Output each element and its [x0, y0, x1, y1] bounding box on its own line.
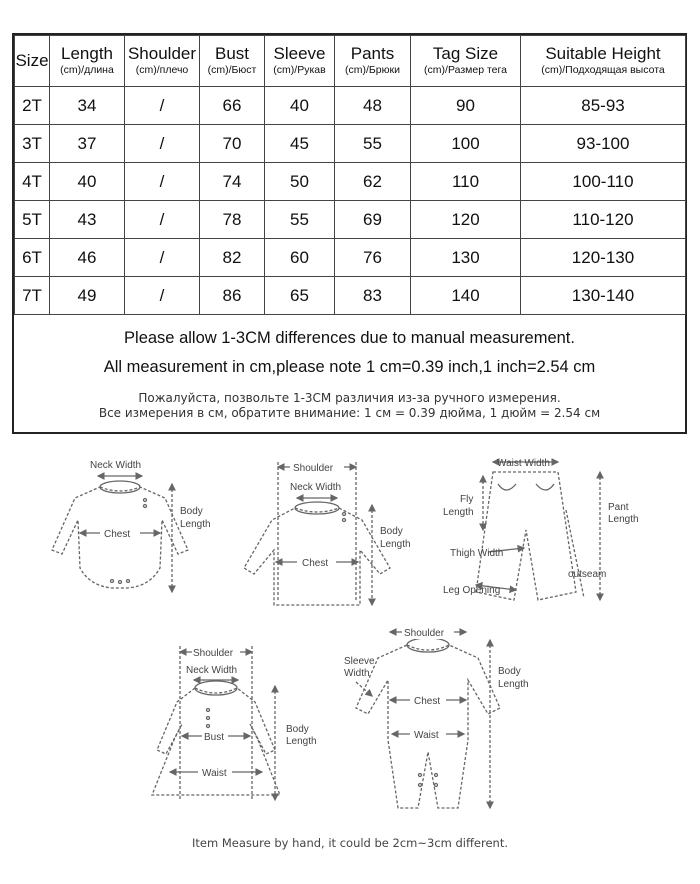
tshirt-length-label: Length: [380, 539, 411, 550]
table-row: [15, 277, 686, 315]
table-cell: 78: [200, 201, 265, 239]
pants-fly-label: Fly: [460, 494, 474, 505]
header-title: Sleeve: [273, 44, 326, 63]
table-cell: 120: [411, 201, 521, 239]
note-units: All measurement in cm,please note 1 cm=0.39 inch,1 inch=2.54 cm: [103, 358, 596, 376]
dress-body-label: Body: [286, 724, 309, 735]
header-title: Pants: [350, 44, 395, 63]
table-cell: 48: [335, 87, 411, 125]
table-cell: 40: [265, 87, 335, 125]
header-subtitle: (cm)/Рукав: [273, 64, 326, 76]
table-row: [15, 163, 686, 201]
header-cell: [15, 36, 50, 87]
table-cell: 55: [265, 201, 335, 239]
table-cell: 46: [50, 239, 125, 277]
dress-neck-label: Neck Width: [186, 665, 238, 676]
header-subtitle: (cm)/Бюст: [207, 64, 257, 76]
table-cell: 82: [200, 239, 265, 277]
header-title: Tag Size: [432, 44, 499, 63]
pants-diagram: [443, 458, 639, 600]
bodysuit-chest-label: Chest: [104, 529, 131, 540]
size-table: [14, 35, 686, 315]
bodysuit-diagram: [52, 460, 211, 592]
table-cell: 130-140: [521, 277, 686, 315]
size-chart-sheet: [12, 33, 687, 434]
tshirt-chest-label: Chest: [302, 558, 329, 569]
table-cell: 6T: [15, 239, 50, 277]
header-cell: [411, 36, 521, 87]
romper-body-label: Body: [498, 666, 521, 677]
table-cell: 140: [411, 277, 521, 315]
table-cell: 34: [50, 87, 125, 125]
table-cell: /: [125, 87, 200, 125]
romper-waist-label: Waist: [414, 730, 439, 741]
table-cell: 3T: [15, 125, 50, 163]
dress-bust-label: Bust: [204, 732, 225, 743]
tshirt-diagram: [244, 460, 411, 605]
pants-thigh-label: Thigh Width: [450, 548, 504, 559]
pants-leg-label: Leg Opening: [443, 585, 501, 596]
pants-length-label: Length: [608, 514, 639, 525]
romper-sleeve-width-label: Width: [344, 668, 370, 679]
table-cell: 70: [200, 125, 265, 163]
header-title: Size: [15, 51, 49, 70]
measurement-diagrams: [0, 440, 700, 850]
header-title: Bust: [214, 44, 250, 63]
romper-chest-label: Chest: [414, 696, 441, 707]
pants-outseam-label: outseam: [568, 569, 607, 580]
table-cell: 120-130: [521, 239, 686, 277]
table-cell: /: [125, 125, 200, 163]
dress-length-label: Length: [286, 736, 317, 747]
romper-sleeve-label: Sleeve: [344, 656, 375, 667]
romper-length-label: Length: [498, 679, 529, 690]
header-title: Suitable Height: [545, 44, 661, 63]
table-cell: /: [125, 239, 200, 277]
tshirt-neck-label: Neck Width: [290, 482, 342, 493]
table-body: [15, 87, 686, 315]
notes: [14, 315, 685, 421]
table-cell: 66: [200, 87, 265, 125]
note-russian-units: Все измерения в см, обратите внимание: 1 см = 0.39 дюйма, 1 дюйм = 2.54 см: [98, 406, 601, 420]
table-cell: 62: [335, 163, 411, 201]
table-cell: 69: [335, 201, 411, 239]
footer-note: Item Measure by hand, it could be 2cm~3cm different.: [191, 836, 509, 850]
dress-diagram: [152, 645, 317, 800]
diagrams-svg: [0, 440, 700, 840]
table-row: [15, 125, 686, 163]
note-russian-tolerance: Пожалуйста, позвольте 1-3CM различия из-за ручного измерения.: [138, 391, 561, 405]
tshirt-body-label: Body: [380, 526, 403, 537]
table-cell: 100: [411, 125, 521, 163]
table-cell: 4T: [15, 163, 50, 201]
bodysuit-body-label: Body: [180, 506, 203, 517]
header-cell: [200, 36, 265, 87]
table-header-row: [15, 36, 686, 87]
table-row: [15, 201, 686, 239]
table-cell: 55: [335, 125, 411, 163]
table-cell: 5T: [15, 201, 50, 239]
pants-waist-label: Waist Width: [497, 458, 550, 469]
table-cell: 45: [265, 125, 335, 163]
header-title: Shoulder: [127, 44, 197, 63]
header-title: Length: [61, 44, 113, 63]
table-cell: 76: [335, 239, 411, 277]
bodysuit-length-label: Length: [180, 519, 211, 530]
pants-fly-length-label: Length: [443, 507, 474, 518]
tshirt-shoulder-label: Shoulder: [293, 463, 334, 474]
header-cell: [265, 36, 335, 87]
header-subtitle: (cm)/плечо: [135, 64, 189, 76]
table-cell: 83: [335, 277, 411, 315]
bodysuit-neck-label: Neck Width: [90, 460, 142, 471]
table-cell: 93-100: [521, 125, 686, 163]
table-cell: 130: [411, 239, 521, 277]
header-cell: [335, 36, 411, 87]
pants-pant-label: Pant: [608, 502, 629, 513]
table-cell: 90: [411, 87, 521, 125]
romper-diagram: [344, 625, 529, 808]
table-cell: 65: [265, 277, 335, 315]
header-subtitle: (cm)/Подходящая высота: [541, 64, 665, 76]
table-cell: 100-110: [521, 163, 686, 201]
table-cell: 7T: [15, 277, 50, 315]
header-subtitle: (cm)/Размер тега: [424, 64, 507, 76]
dress-waist-label: Waist: [202, 768, 227, 779]
table-cell: 2T: [15, 87, 50, 125]
table-cell: /: [125, 277, 200, 315]
romper-shoulder-label: Shoulder: [404, 628, 445, 639]
table-cell: 110: [411, 163, 521, 201]
table-cell: 43: [50, 201, 125, 239]
note-tolerance: Please allow 1-3CM differences due to manual measurement.: [124, 329, 575, 347]
table-row: [15, 87, 686, 125]
table-cell: 74: [200, 163, 265, 201]
table-cell: 50: [265, 163, 335, 201]
header-cell: [521, 36, 686, 87]
table-cell: 40: [50, 163, 125, 201]
table-cell: 85-93: [521, 87, 686, 125]
dress-shoulder-label: Shoulder: [193, 648, 234, 659]
table-cell: /: [125, 163, 200, 201]
table-cell: 49: [50, 277, 125, 315]
table-cell: /: [125, 201, 200, 239]
header-cell: [50, 36, 125, 87]
table-row: [15, 239, 686, 277]
note-russian: [14, 391, 685, 421]
table-cell: 37: [50, 125, 125, 163]
table-cell: 110-120: [521, 201, 686, 239]
table-cell: 86: [200, 277, 265, 315]
header-subtitle: (cm)/Брюки: [345, 64, 400, 76]
header-cell: [125, 36, 200, 87]
table-cell: 60: [265, 239, 335, 277]
header-subtitle: (cm)/длина: [60, 64, 114, 76]
